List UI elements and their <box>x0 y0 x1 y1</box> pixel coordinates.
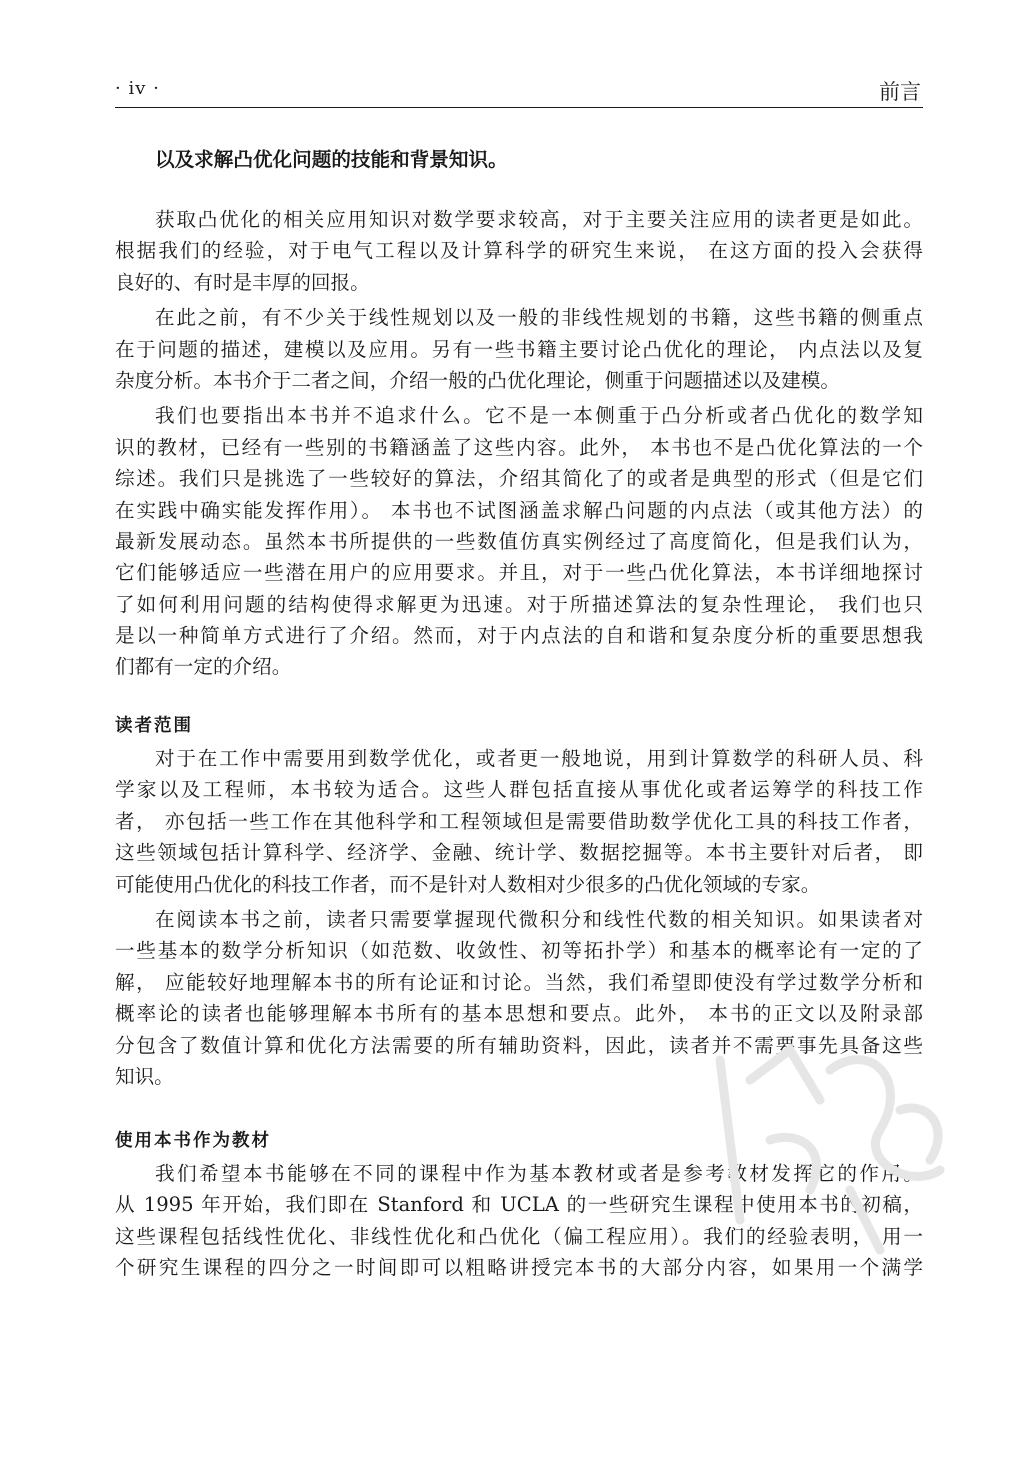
text-line: 从 1995 年开始，我们即在 Stanford 和 UCLA 的一些研究生课程中使用本书的初稿， <box>115 1193 923 1217</box>
section-heading: 使用本书作为教材 <box>115 1131 271 1151</box>
text-line: 在于问题的描述，建模以及应用。另有一些书籍主要讨论凸优化的理论， 内点法以及复 <box>115 337 923 361</box>
text-line: 一些基本的数学分析知识（如范数、收敛性、初等拓扑学）和基本的概率论有一定的了 <box>115 939 923 963</box>
paragraph <box>115 904 923 1092</box>
text-line: 个研究生课程的四分之一时间即可以粗略讲授完本书的大部分内容，如果用一个满学 <box>115 1256 923 1280</box>
section-heading: 读者范围 <box>115 716 193 736</box>
text-line: 们都有一定的介绍。 <box>115 655 292 679</box>
running-header <box>115 76 921 106</box>
text-line: 解， 应能较好地理解本书的所有论证和讨论。当然，我们希望即使没有学过数学分析和 <box>115 970 923 994</box>
text-line: 最新发展动态。虽然本书所提供的一些数值仿真实例经过了高度简化，但是我们认为， <box>115 529 923 553</box>
text-line: 分包含了数值计算和优化方法需要的所有辅助资料，因此，读者并不需要事先具备这些 <box>115 1033 923 1057</box>
text-line: 对于在工作中需要用到数学优化，或者更一般地说，用到计算数学的科研人员、科 <box>155 747 923 770</box>
paragraph <box>115 743 923 900</box>
paragraph <box>115 302 923 396</box>
intro-paragraphs <box>115 204 923 683</box>
continued-line: 以及求解凸优化问题的技能和背景知识。 <box>155 148 508 171</box>
text-line: 是以一种简单方式进行了介绍。然而，对于内点法的自和谐和复杂度分析的重要思想我 <box>115 624 923 648</box>
text-line: 在实践中确实能发挥作用）。 本书也不试图涵盖求解凸问题的内点法（或其他方法）的 <box>115 498 923 522</box>
section-readers <box>115 709 923 1092</box>
text-line: 者， 亦包括一些工作在其他科学和工程领域但是需要借助数学优化工具的科技工作者， <box>115 809 923 833</box>
paragraph <box>115 1158 923 1284</box>
header-rule <box>115 107 923 108</box>
page-number: · iv · <box>115 78 160 99</box>
text-line: 我们希望本书能够在不同的课程中作为基本教材或者是参考教材发挥它的作用。 <box>155 1162 923 1185</box>
text-line: 这些领域包括计算科学、经济学、金融、统计学、数据挖掘等。本书主要针对后者， 即 <box>115 841 923 865</box>
text-line: 在此之前，有不少关于线性规划以及一般的非线性规划的书籍，这些书籍的侧重点 <box>155 306 923 330</box>
text-line: 识的教材，已经有一些别的书籍涵盖了这些内容。此外， 本书也不是凸优化算法的一个 <box>115 435 923 459</box>
text-line: 根据我们的经验，对于电气工程以及计算科学的研究生来说， 在这方面的投入会获得 <box>115 239 923 263</box>
text-line: 获取凸优化的相关应用知识对数学要求较高，对于主要关注应用的读者更是如此。 <box>155 208 923 231</box>
header-title: 前言 <box>879 80 921 104</box>
text-line: 了如何利用问题的结构使得求解更为迅速。对于所描述算法的复杂性理论， 我们也只 <box>115 592 923 616</box>
text-line: 综述。我们只是挑选了一些较好的算法，介绍其简化了的或者是典型的形式（但是它们 <box>115 467 923 491</box>
text-line: 它们能够适应一些潜在用户的应用要求。并且，对于一些凸优化算法，本书详细地探讨 <box>115 561 923 585</box>
section-textbook <box>115 1124 923 1284</box>
text-line: 概率论的读者也能够理解本书所有的基本思想和要点。此外， 本书的正文以及附录部 <box>115 1002 923 1026</box>
text-line: 学家以及工程师，本书较为适合。这些人群包括直接从事优化或者运筹学的科技工作 <box>115 778 923 802</box>
text-line: 良好的、有时是丰厚的回报。 <box>115 270 370 294</box>
paragraph <box>115 204 923 298</box>
text-line: 可能使用凸优化的科技工作者，而不是针对人数相对少很多的凸优化领域的专家。 <box>115 872 821 896</box>
paragraph <box>115 400 923 683</box>
text-line: 我们也要指出本书并不追求什么。它不是一本侧重于凸分析或者凸优化的数学知 <box>155 404 923 428</box>
text-line: 杂度分析。本书介于二者之间，介绍一般的凸优化理论，侧重于问题描述以及建模。 <box>115 368 840 392</box>
text-line: 知识。 <box>115 1064 174 1088</box>
text-line: 在阅读本书之前，读者只需要掌握现代微积分和线性代数的相关知识。如果读者对 <box>155 907 923 931</box>
text-line: 这些课程包括线性优化、非线性优化和凸优化（偏工程应用）。我们的经验表明， 用一 <box>115 1224 923 1248</box>
